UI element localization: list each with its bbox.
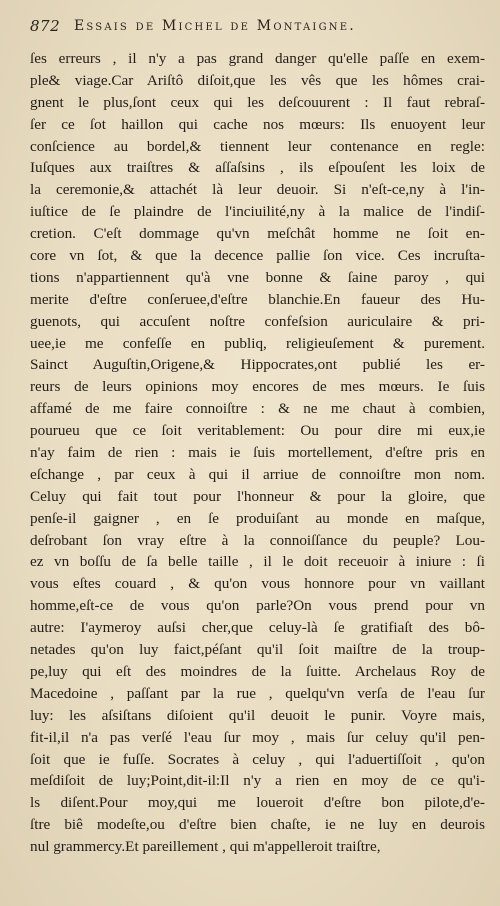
text-line: merite d'eſtre conſeruee,d'eſtre blanchie.En faueur des Hu- — [30, 290, 485, 308]
text-line: affamé de me faire connoiſtre : & ne me chaut à combien, — [30, 400, 485, 418]
text-line: gnent le plus,ſont ceux qui les deſcouurent : Il faut rebraſ- — [30, 93, 485, 111]
text-line: ſes erreurs , il n'y a pas grand danger qu'elle paſſe en exem- — [30, 50, 485, 67]
text-line: ez vn boſſu de ſa belle taille , il le doit receuoir à iniure : ſi — [30, 553, 485, 571]
running-title: Essais de Michel de Montaigne. — [74, 18, 356, 34]
text-line: ls diſent.Pour moy,qui me loueroit d'eſtre bon pilote,d'e- — [30, 794, 485, 812]
text-line: Macedoine , paſſant par la rue , quelqu'vn verſa de l'eau ſur — [30, 684, 485, 702]
text-line: la ceremonie,& attachét là leur deuoir. Si n'eſt-ce,ny à l'in- — [30, 181, 485, 199]
text-line: conſcience au bordel,& tiennent leur contenance en regle: — [30, 137, 485, 155]
text-line: penſe-il gaigner , en ſe produiſant au monde en maſque, — [30, 509, 485, 527]
text-line: tions n'appartiennent qu'à vne bonne & ſaine paroy , qui — [30, 268, 485, 286]
text-line: ſtre biê modeſte,ou d'eſtre bien chaſte, ie ne luy en deurois — [30, 816, 485, 834]
text-line: autre: I'aymeroy auſsi cher,que celuy-là ſe gratifiaſt des bô- — [30, 619, 485, 637]
text-line: meſdiſoit de luy;Point,dit-il:Il n'y a rien en moy de ce qu'i- — [30, 772, 485, 790]
text-line: vous eſtes couard , & qu'on vous honnore pour vn vaillant — [30, 575, 485, 593]
text-line: ſer ce ſot haillon qui cache nos mœurs: Ils enuoyent leur — [30, 115, 485, 133]
text-line: pourueu que ce ſoit veritablement: Ou pour dire mi eux,ie — [30, 422, 485, 440]
text-line: ple& viage.Car Ariſtô diſoit,que les vês que les hômes crai- — [30, 71, 485, 89]
text-line: netades qu'on luy faict,péſant qu'il ſoit maiſtre de la troup- — [30, 641, 485, 659]
body-text — [30, 48, 485, 858]
text-line: nul grammercy.Et pareillement , qui m'appelleroit traiſtre, — [30, 838, 381, 856]
text-line: guenots, qui accuſent noſtre confeſsion auriculaire & pri- — [30, 312, 485, 330]
text-line: ſoit que ie fuſſe. Socrates à celuy , qui l'aduertiſſoit , qu'on — [30, 750, 485, 768]
page-header — [30, 16, 490, 38]
text-line: luy: les aſsiſtans diſoient qu'il deuoit le punir. Voyre mais, — [30, 706, 485, 724]
text-line: pe,luy qui eſt des moindres de la ſuitte. Archelaus Roy de — [30, 662, 485, 680]
text-line: Celuy qui fait tout pour l'honneur & pour la gloire, que — [30, 487, 485, 505]
text-line: fit-il,il n'a pas verſé l'eau ſur moy , mais ſur celuy qu'il pen- — [30, 728, 485, 746]
text-line: core vn ſot, & que la decence pallie ſon vice. Ces incruſta- — [30, 247, 485, 265]
text-line: n'ay faim de rien : mais ie ſuis mortellement, d'eſtre pris en — [30, 444, 485, 462]
text-line: Sainct Auguſtin,Origene,& Hippocrates,ont publié les er- — [30, 356, 485, 374]
text-line: reurs de leurs opinions moy encores de mes mœurs. Ie ſuis — [30, 378, 485, 396]
text-line: homme,eſt-ce de vous qu'on parle?On vous prend pour vn — [30, 597, 485, 615]
text-line: Iuſques aux traiſtres & aſſaſsins , ils eſpouſent les loix de — [30, 159, 485, 177]
text-line: eſchange , par ceux à qui il arriue de connoiſtre mon nom. — [30, 465, 485, 483]
text-line: uee,ie me confeſſe en publiq, religieuſement & purement. — [30, 334, 485, 352]
text-line: cretion. C'eſt dommage qu'vn meſchât homme ne ſoit en- — [30, 225, 485, 243]
text-line: iuſtice de ſe plaindre de l'inciuilité,ny à la malice de l'indiſ- — [30, 203, 485, 221]
text-line: deſrobant ſon vray eſtre à la connoiſſance du peuple? Lou- — [30, 531, 485, 549]
page-number: 872 — [30, 17, 61, 35]
